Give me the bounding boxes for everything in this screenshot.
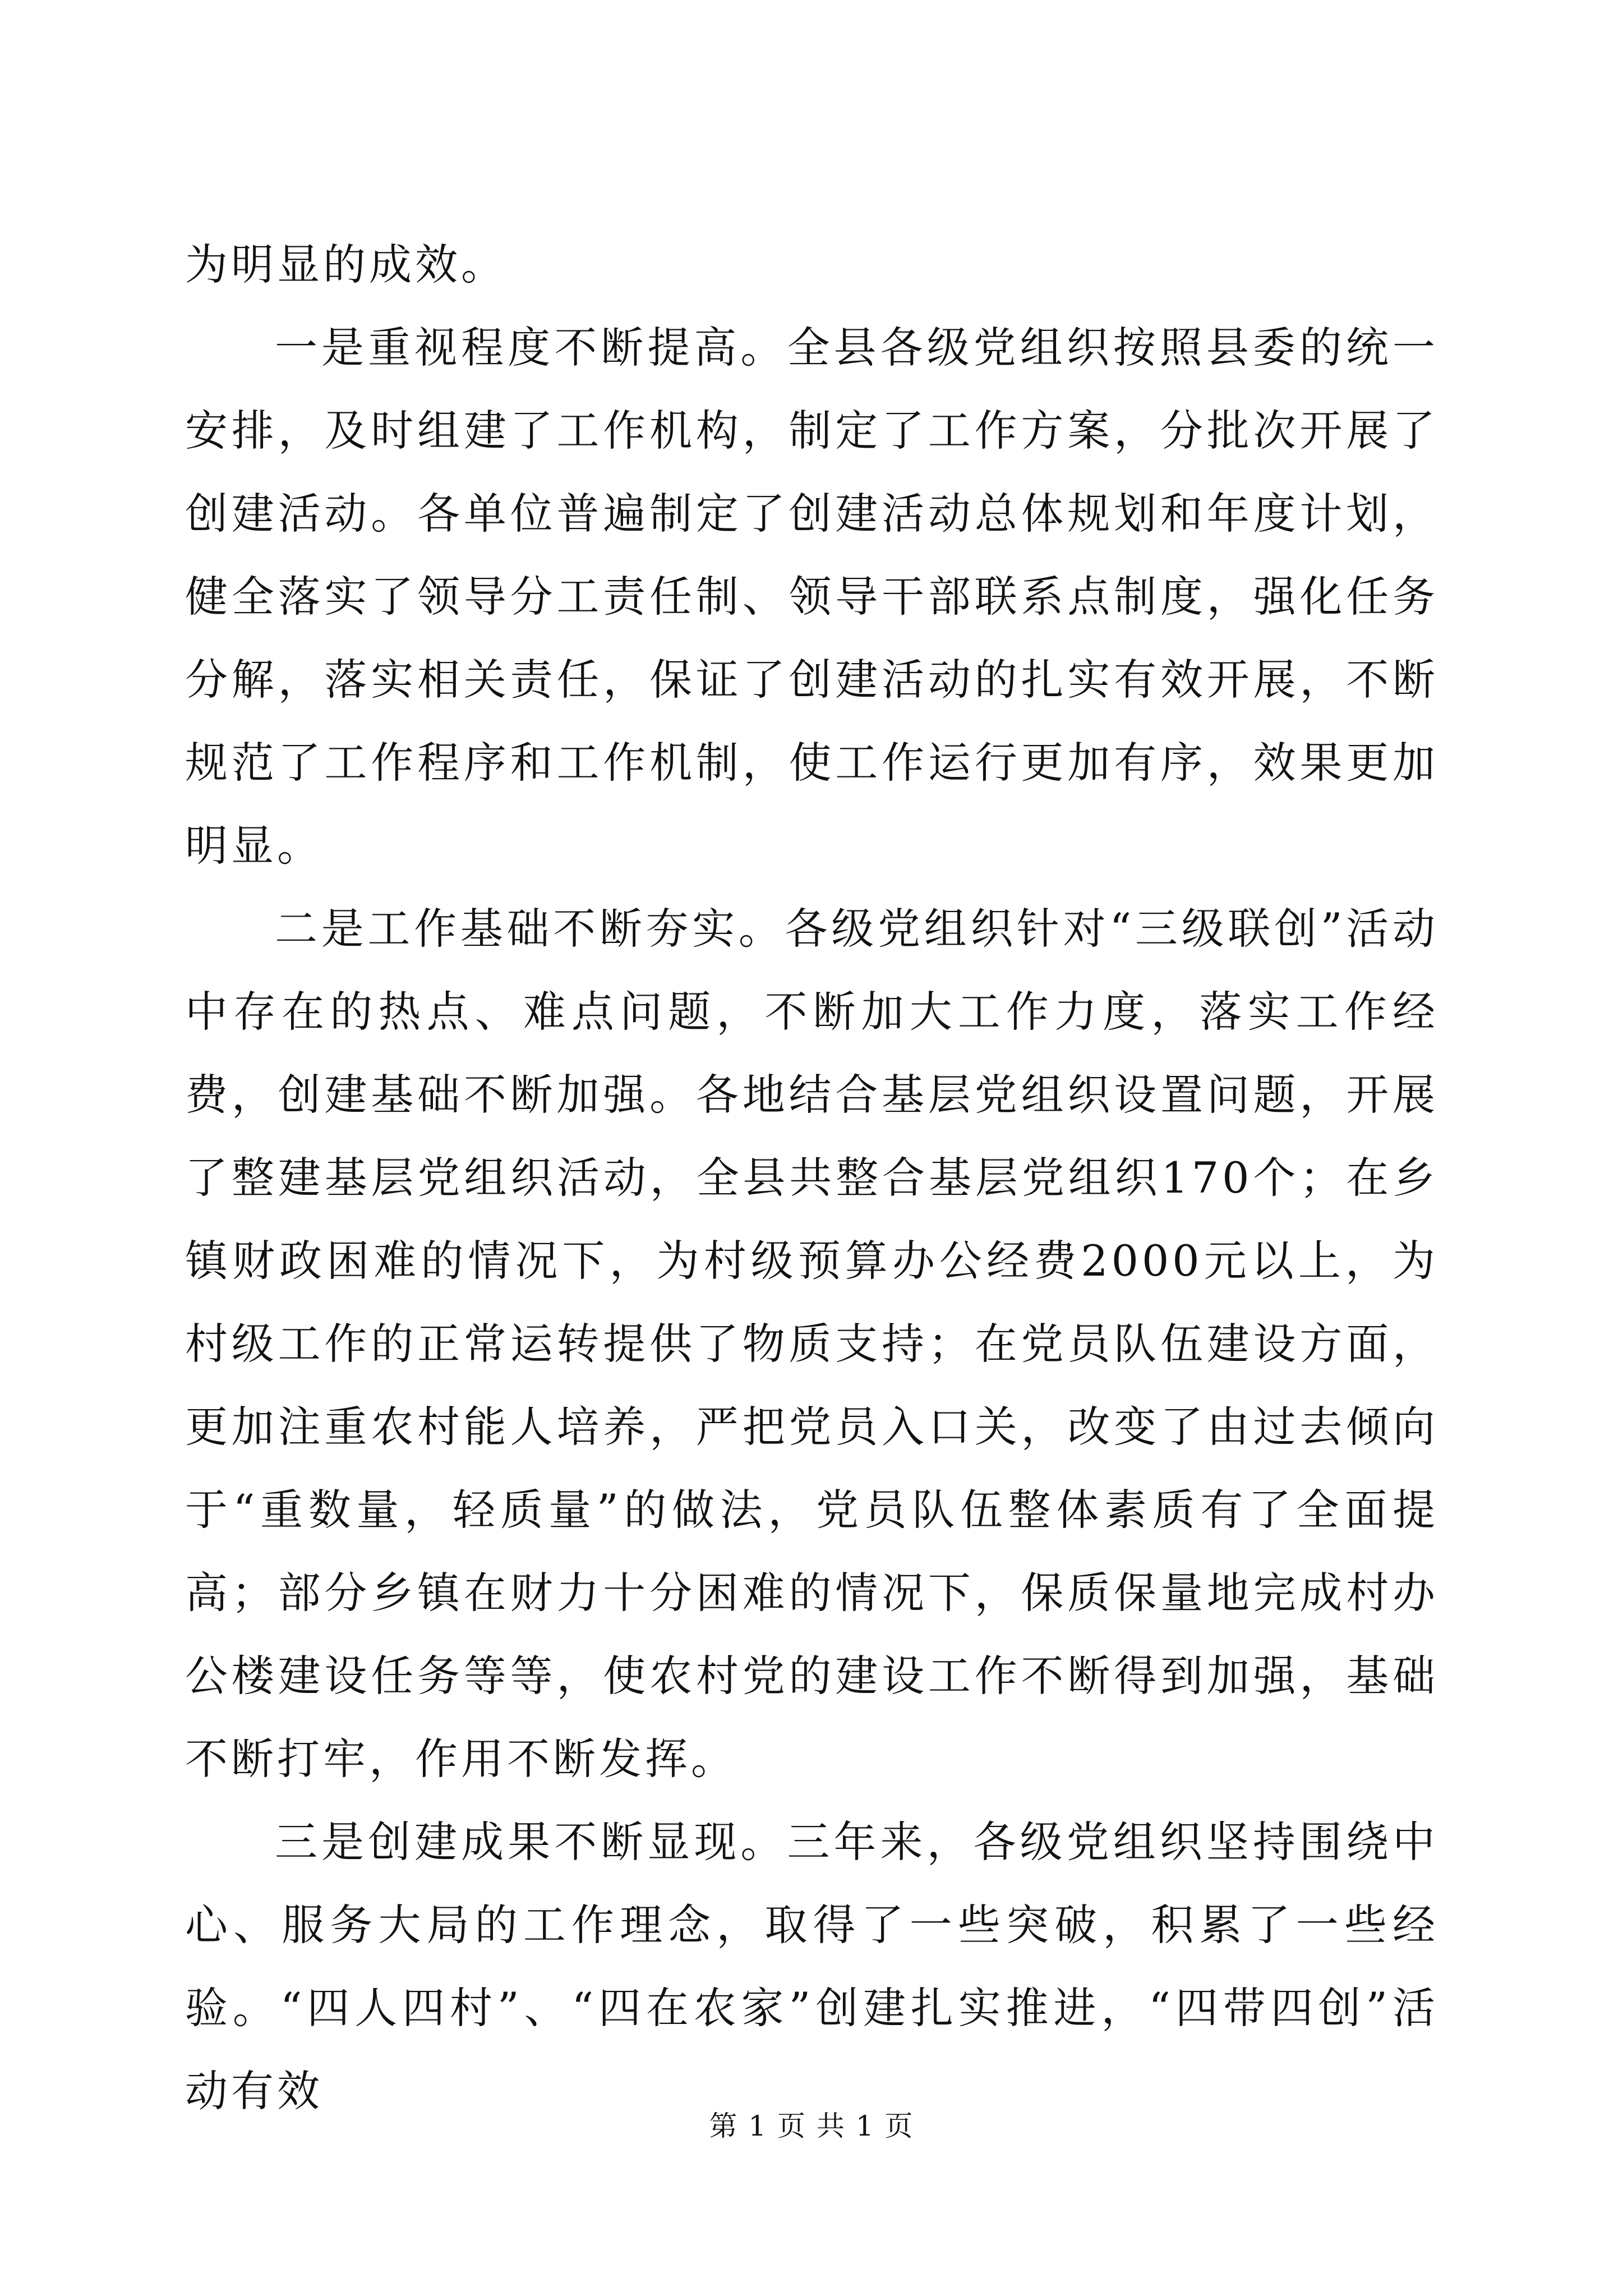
paragraph-4: 三是创建成果不断显现。三年来，各级党组织坚持围绕中心、服务大局的工作理念，取得了一些突破，积累了一些经验。“四人四村”、“四在农家”创建扎实推进，“四带四创”活动有效 — [185, 1817, 1438, 2116]
paragraph-3: 二是工作基础不断夯实。各级党组织针对“三级联创”活动中存在的热点、难点问题，不断加大工作力度，落实工作经费，创建基础不断加强。各地结合基层党组织设置问题，开展了整建基层党组织活动，全县共整合基层党组织170个；在乡镇财政困难的情况下，为村级预算办公经费2000元以上，为村级工作的正常运转提供了物质支持；在党员队伍建设方面，更加注重农村能人培养，严把党员入口关，改变了由过去倾向于“重数量，轻质量”的做法，党员队伍整体素质有了全面提高；部分乡镇在财力十分困难的情况下，保质保量地完成村办公楼建设任务等等，使农村党的建设工作不断得到加强，基础不断打牢，作用不断发挥。 — [185, 904, 1438, 1784]
paragraph-1: 为明显的成效。 — [185, 240, 507, 289]
page-footer: 第 1 页 共 1 页 — [709, 2110, 914, 2142]
paragraph-2: 一是重视程度不断提高。全县各级党组织按照县委的统一安排，及时组建了工作机构，制定了工作方案，分批次开展了创建活动。各单位普遍制定了创建活动总体规划和年度计划，健全落实了领导分工责任制、领导干部联系点制度，强化任务分解，落实相关责任，保证了创建活动的扎实有效开展，不断规范了工作程序和工作机制，使工作运行更加有序，效果更加明显。 — [185, 323, 1438, 871]
document-body — [185, 223, 1438, 2133]
